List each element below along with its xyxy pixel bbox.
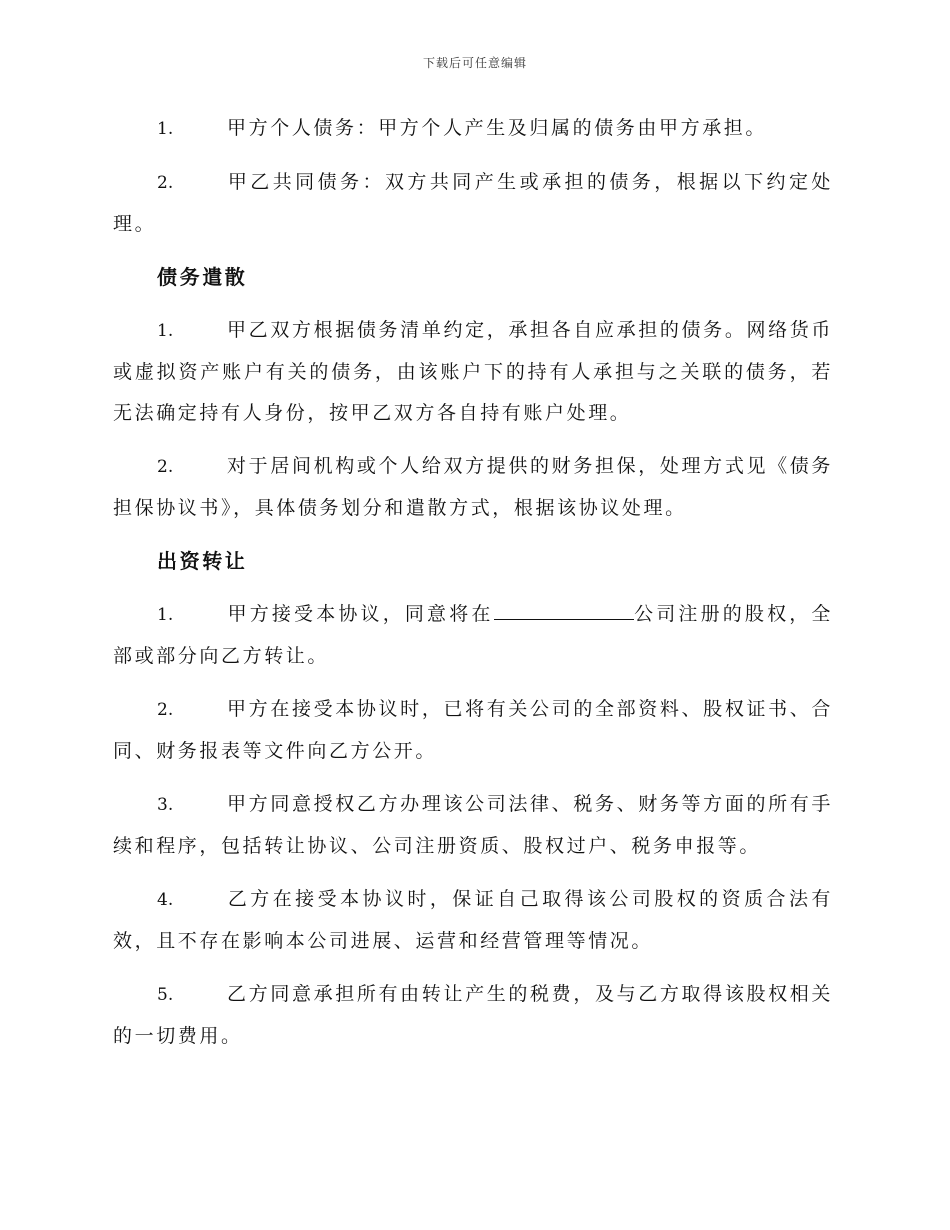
debt-dissolution-item-1 — [113, 310, 833, 434]
item-number: 1. — [157, 119, 174, 139]
item-text: 对于居间机构或个人给双方提供的财务担保，处理方式见《债务担保协议书》，具体债务划分和遣散方式，根据该协议处理。 — [113, 455, 833, 519]
debt-dissolution-item-2 — [113, 446, 833, 529]
item-number: 3. — [157, 795, 174, 815]
item-text: 甲乙双方根据债务清单约定，承担各自应承担的债务。网络货币或虚拟资产账户有关的债务，由该账户下的持有人承担与之关联的债务，若无法确定持有人身份，按甲乙双方各自持有账户处理。 — [113, 319, 833, 424]
debt-item-1 — [113, 108, 833, 150]
item-text: 甲方同意授权乙方办理该公司法律、税务、财务等方面的所有手续和程序，包括转让协议、公司注册资质、股权过户、税务申报等。 — [113, 793, 833, 857]
item-text: 乙方同意承担所有由转让产生的税费，及与乙方取得该股权相关的一切费用。 — [113, 983, 833, 1047]
capital-transfer-item-1 — [113, 594, 833, 677]
item-text: 甲方在接受本协议时，已将有关公司的全部资料、股权证书、合同、财务报表等文件向乙方公开。 — [113, 698, 833, 762]
item-number: 2. — [157, 457, 174, 477]
item-number: 4. — [157, 890, 174, 910]
item-text-after: 公司注册的股权，全部或部分向乙方转让。 — [113, 603, 834, 667]
capital-transfer-item-2 — [113, 689, 833, 772]
item-number: 1. — [157, 605, 174, 625]
header-note: 下载后可任意编辑 — [422, 56, 527, 70]
item-text-before: 甲方接受本协议，同意将在 — [227, 603, 494, 625]
item-text: 甲方个人债务：甲方个人产生及归属的债务由甲方承担。 — [227, 117, 768, 139]
capital-transfer-item-4 — [113, 879, 833, 962]
item-text: 甲乙共同债务：双方共同产生或承担的债务，根据以下约定处理。 — [113, 171, 833, 235]
item-number: 2. — [157, 700, 174, 720]
section-heading-debt-dissolution: 债务遣散 — [157, 265, 248, 289]
item-text: 乙方在接受本协议时，保证自己取得该公司股权的资质合法有效，且不存在影响本公司进展、运营和经营管理等情况。 — [113, 888, 833, 952]
section-heading-capital-transfer: 出资转让 — [157, 549, 248, 573]
item-number: 1. — [157, 321, 174, 341]
fill-in-blank — [494, 601, 634, 620]
item-number: 5. — [157, 985, 174, 1005]
capital-transfer-item-5 — [113, 974, 833, 1057]
item-number: 2. — [157, 173, 174, 193]
capital-transfer-item-3 — [113, 784, 833, 867]
document-body — [113, 108, 833, 1069]
debt-item-2 — [113, 162, 833, 245]
